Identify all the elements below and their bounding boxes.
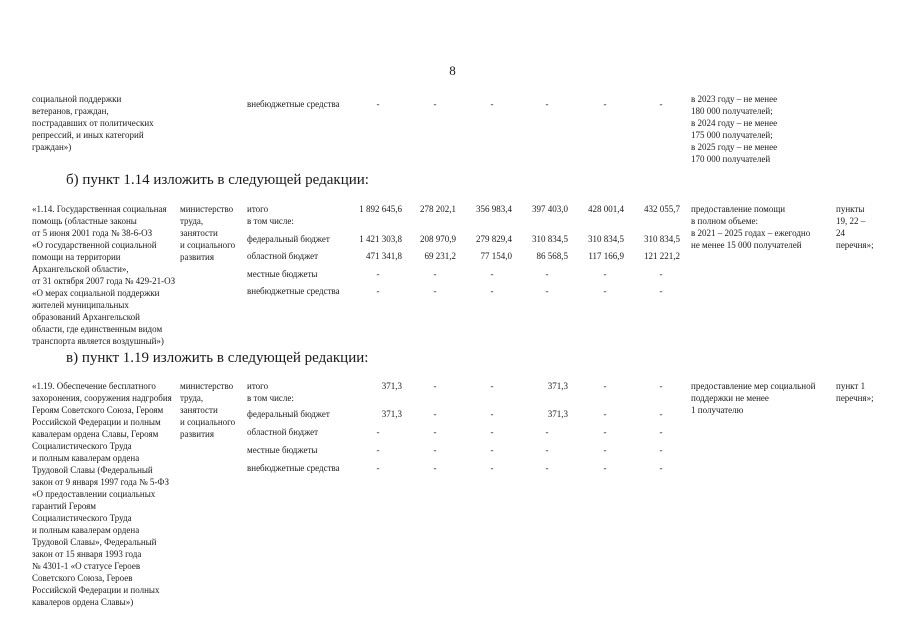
measure-114-row-extra-value: - (659, 286, 663, 296)
top-measure-name: социальной поддержки ветеранов, граждан, пострадавших от политических репрессий, и иных категорий граждан») (32, 94, 154, 152)
measure-114-name: «1.14. Государственная социальная помощь (областные законы от 5 июня 2001 года № 38-6-ОЗ «О государственной социальной помощи на территории Архангельской области», от 31 октября 2007 года № 429-21-ОЗ «О мерах социальной поддержки жителей муниципальных образований Архангельской области, где единственным видом транспорта является воздушный») (32, 204, 176, 346)
measure-119-row-federal-value: - (433, 409, 437, 419)
measure-119-expected-result: предоставление мер социальной поддержки не менее 1 получателю (691, 381, 816, 415)
measure-114-row-federal-value: 1 421 303,8 (359, 234, 402, 244)
measure-119-row-regional-value: - (603, 427, 607, 437)
measure-114-list-reference: пункты 19, 22 – 24 перечня»; (836, 204, 874, 250)
measure-114-row-federal-value: 310 834,5 (532, 234, 568, 244)
measure-114-row-total-value: 428 001,4 (588, 204, 624, 214)
measure-114-row-regional-value: 121 221,2 (644, 251, 680, 261)
measure-119-row-total-value: - (659, 381, 663, 391)
measure-119-row-regional-value: - (376, 427, 380, 437)
measure-114-row-regional-source: областной бюджет (247, 251, 319, 261)
measure-119-row-federal-value: - (490, 409, 494, 419)
top-value-2023: - (545, 99, 549, 109)
measure-114-row-federal-value: 310 834,5 (588, 234, 624, 244)
measure-114-row-regional-value: 69 231,2 (424, 251, 456, 261)
measure-119-row-total-value: - (490, 381, 494, 391)
measure-119-row-total-value: 371,3 (547, 381, 568, 391)
measure-119-row-total-value: 371,3 (381, 381, 402, 391)
measure-114-row-regional-value: 77 154,0 (480, 251, 512, 261)
measure-114-expected-result: предоставление помощи в полном объеме: в 2021 – 2025 годах – ежегодно не менее 15 000 получателей (691, 204, 811, 250)
measure-119-row-extra-value: - (433, 463, 437, 473)
page-number: 8 (449, 63, 456, 78)
section-heading-v: в) пункт 1.19 изложить в следующей редакции: (66, 350, 369, 366)
measure-119-row-total-source: итого в том числе: (247, 381, 294, 403)
measure-114-row-regional-value: 117 166,9 (588, 251, 624, 261)
measure-119-row-federal-value: - (603, 409, 607, 419)
measure-119-row-regional-value: - (545, 427, 549, 437)
measure-114-row-federal-value: 208 970,9 (420, 234, 456, 244)
measure-119-row-federal-value: - (659, 409, 663, 419)
measure-114-row-local-value: - (490, 269, 494, 279)
measure-119-executor: министерство труда, занятости и социального развития (180, 381, 236, 439)
measure-114-row-federal-value: 279 829,4 (476, 234, 512, 244)
measure-119-row-federal-value: 371,3 (547, 409, 568, 419)
measure-119-row-local-value: - (545, 445, 549, 455)
section-heading-b: б) пункт 1.14 изложить в следующей редакции: (66, 172, 369, 188)
measure-119-row-regional-value: - (490, 427, 494, 437)
measure-119-row-federal-value: 371,3 (381, 409, 402, 419)
measure-119-row-extra-source: внебюджетные средства (247, 463, 340, 473)
top-expected-result: в 2023 году – не менее 180 000 получателей; в 2024 году – не менее 175 000 получателей; в 2025 году – не менее 170 000 получателей (691, 94, 778, 164)
top-value-2024: - (603, 99, 607, 109)
top-value-2022: - (490, 99, 494, 109)
measure-119-row-federal-source: федеральный бюджет (247, 409, 330, 419)
measure-114-row-local-value: - (433, 269, 437, 279)
measure-114-row-extra-source: внебюджетные средства (247, 286, 340, 296)
measure-119-name: «1.19. Обеспечение бесплатного захоронения, сооружения надгробия Героям Советского Союза, Героям Российской Федерации и полным кавалерам ордена Славы, Героям Социалистического Труда и полным кавалерам ордена Трудовой Славы (Федеральный закон от 9 января 1997 года № 5-ФЗ «О предоставлении социальных гарантий Героям Социалистического Труда и полным кавалерам ордена Трудовой Славы», Федеральный закон от 15 января 1993 года № 4301-1 «О статусе Героев Советского Союза, Героев Российской Федерации и полных кавалеров ордена Славы») (32, 381, 172, 607)
measure-119-row-total-value: - (603, 381, 607, 391)
measure-119-row-regional-source: областной бюджет (247, 427, 319, 437)
measure-114-row-regional-value: 86 568,5 (536, 251, 568, 261)
measure-119-row-local-value: - (433, 445, 437, 455)
measure-119-list-reference: пункт 1 перечня»; (836, 381, 874, 403)
measure-114-row-extra-value: - (433, 286, 437, 296)
measure-119-row-total-value: - (433, 381, 437, 391)
measure-114-row-local-source: местные бюджеты (247, 269, 318, 279)
measure-119-row-regional-value: - (659, 427, 663, 437)
measure-119-row-local-source: местные бюджеты (247, 445, 318, 455)
measure-114-row-total-source: итого в том числе: (247, 204, 294, 226)
measure-119-row-extra-value: - (659, 463, 663, 473)
measure-114-row-extra-value: - (490, 286, 494, 296)
measure-114-row-local-value: - (545, 269, 549, 279)
measure-119-row-extra-value: - (376, 463, 380, 473)
top-value-2025: - (659, 99, 663, 109)
measure-114-row-extra-value: - (545, 286, 549, 296)
measure-119-row-local-value: - (490, 445, 494, 455)
measure-119-row-extra-value: - (490, 463, 494, 473)
measure-114-row-extra-value: - (376, 286, 380, 296)
measure-114-row-federal-value: 310 834,5 (644, 234, 680, 244)
measure-114-row-federal-source: федеральный бюджет (247, 234, 330, 244)
measure-114-executor: министерство труда, занятости и социального развития (180, 204, 236, 262)
measure-114-row-local-value: - (659, 269, 663, 279)
top-value-total: - (376, 99, 380, 109)
measure-114-row-local-value: - (603, 269, 607, 279)
measure-114-row-regional-value: 471 341,8 (366, 251, 402, 261)
measure-114-row-total-value: 397 403,0 (532, 204, 568, 214)
measure-114-row-extra-value: - (603, 286, 607, 296)
measure-119-row-local-value: - (376, 445, 380, 455)
measure-114-row-total-value: 432 055,7 (644, 204, 680, 214)
measure-114-row-total-value: 278 202,1 (420, 204, 456, 214)
measure-119-row-extra-value: - (603, 463, 607, 473)
measure-119-row-local-value: - (603, 445, 607, 455)
measure-114-row-total-value: 1 892 645,6 (359, 204, 402, 214)
measure-119-row-local-value: - (659, 445, 663, 455)
top-value-2021: - (433, 99, 437, 109)
measure-119-row-extra-value: - (545, 463, 549, 473)
measure-114-row-local-value: - (376, 269, 380, 279)
measure-119-row-regional-value: - (433, 427, 437, 437)
top-funding-source: внебюджетные средства (247, 99, 340, 109)
measure-114-row-total-value: 356 983,4 (476, 204, 512, 214)
